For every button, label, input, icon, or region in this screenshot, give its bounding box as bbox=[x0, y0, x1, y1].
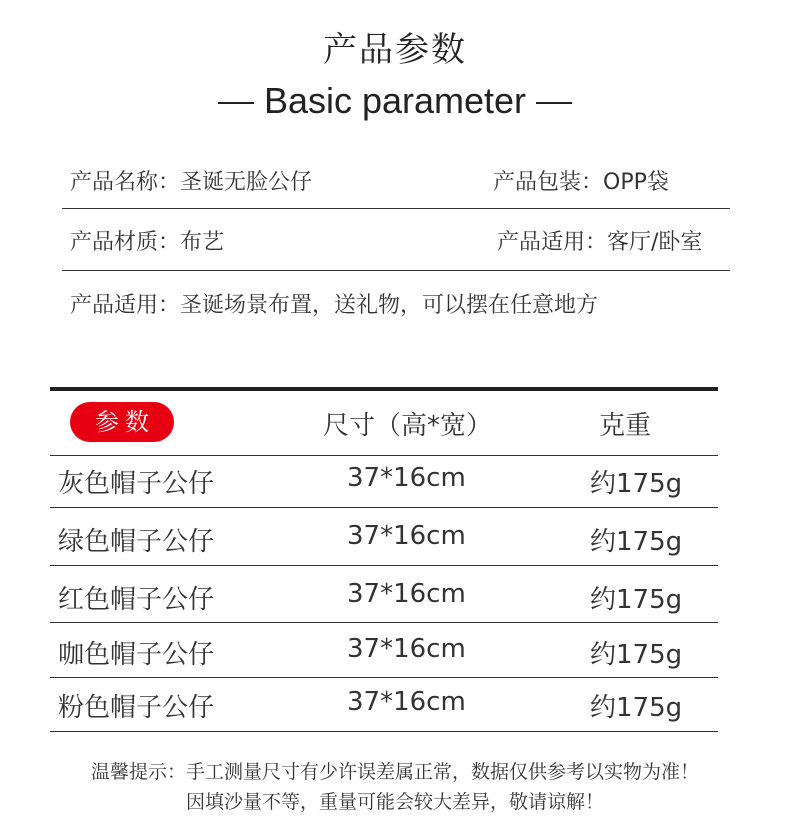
row-divider bbox=[50, 455, 718, 456]
info-packaging: 产品包装：OPP袋 bbox=[493, 170, 669, 195]
note-line-1: 温馨提示：手工测量尺寸有少许误差属正常，数据仅供参考以实物为准！ bbox=[90, 761, 699, 783]
row-name: 灰色帽子公仔 bbox=[58, 469, 215, 499]
row-size: 37*16cm bbox=[347, 463, 466, 493]
table-top-border bbox=[50, 387, 718, 391]
divider bbox=[62, 208, 730, 209]
header-weight: 克重 bbox=[599, 411, 652, 441]
row-divider bbox=[50, 507, 718, 508]
info-name: 产品名称：圣诞无脸公仔 bbox=[70, 170, 313, 195]
row-size: 37*16cm bbox=[347, 579, 466, 609]
info-usage-scene: 产品适用：圣诞场景布置，送礼物，可以摆在任意地方 bbox=[70, 293, 599, 318]
row-weight: 约175g bbox=[590, 693, 683, 723]
page-subtitle bbox=[0, 80, 790, 122]
right-dash-decoration bbox=[536, 102, 572, 104]
row-name: 粉色帽子公仔 bbox=[58, 693, 215, 723]
row-divider bbox=[50, 565, 718, 566]
table-bottom-border bbox=[50, 731, 718, 732]
note-line-2: 因填沙量不等，重量可能会较大差异，敬请谅解！ bbox=[185, 791, 604, 813]
row-divider bbox=[50, 677, 718, 678]
row-divider bbox=[50, 622, 718, 623]
row-size: 37*16cm bbox=[347, 634, 466, 664]
row-size: 37*16cm bbox=[347, 521, 466, 551]
row-name: 绿色帽子公仔 bbox=[58, 527, 215, 557]
page-title: 产品参数 bbox=[323, 30, 467, 70]
subtitle-text: Basic parameter bbox=[263, 80, 527, 121]
info-usage-room: 产品适用：客厅/卧室 bbox=[497, 230, 703, 255]
header-size: 尺寸（高*宽） bbox=[323, 411, 493, 441]
row-weight: 约175g bbox=[590, 469, 683, 499]
left-dash-decoration bbox=[218, 102, 254, 104]
row-weight: 约175g bbox=[590, 640, 683, 670]
row-name: 咖色帽子公仔 bbox=[58, 640, 215, 670]
row-weight: 约175g bbox=[590, 527, 683, 557]
row-weight: 约175g bbox=[590, 585, 683, 615]
divider bbox=[62, 270, 730, 271]
params-badge: 参数 bbox=[70, 402, 174, 442]
info-material: 产品材质：布艺 bbox=[70, 230, 225, 255]
row-name: 红色帽子公仔 bbox=[58, 585, 215, 615]
row-size: 37*16cm bbox=[347, 687, 466, 717]
